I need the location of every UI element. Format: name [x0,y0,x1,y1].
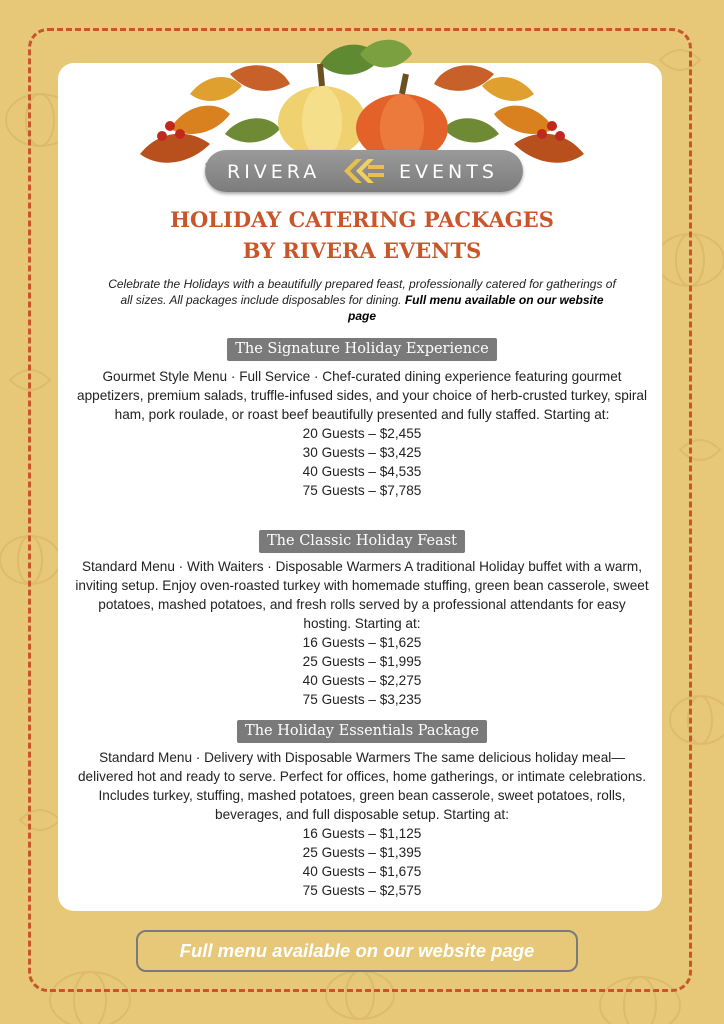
page-title: HOLIDAY CATERING PACKAGES [170,207,554,232]
rivera-events-logo [205,150,523,192]
logo-word-left: RIVERA [227,161,321,183]
package-description: Standard Menu · With Waiters · Disposable Warmers A traditional Holiday buffet with a warm, inviting setup. Enjoy oven-roasted turkey with homemade stuffing, green bean casserole, sweet potatoes, mashed potatoes, and fresh rolls served by a professional attendants for easy hosting. Starting at: [75,559,649,631]
page-subtitle: BY RIVERA EVENTS [242,238,482,263]
price-line: 75 Guests – $2,575 [302,883,422,898]
price-line: 40 Guests – $4,535 [302,464,422,479]
intro-paragraph [108,276,616,324]
price-line: 25 Guests – $1,395 [302,845,422,860]
rivera-events-logo-mark-icon [340,153,388,189]
package-name: The Signature Holiday Experience [227,338,497,361]
intro-menu-link-text: Full menu available on our website page [347,293,604,323]
package-body-essentials [74,748,650,900]
price-line: 40 Guests – $2,275 [302,673,422,688]
package-description: Standard Menu · Delivery with Disposable Warmers The same delicious holiday meal—delivered hot and ready to serve. Perfect for offices, home gatherings, or intimate celebrations. Includes turkey, stuffing, mashed potatoes, green bean casserole, sweet potatoes, rolls, beverages, and full disposable setup. Starting at: [78,750,646,822]
price-line: 25 Guests – $1,995 [302,654,422,669]
price-line: 75 Guests – $7,785 [302,483,422,498]
package-description: Gourmet Style Menu · Full Service · Chef-curated dining experience featuring gourmet appetizers, premium salads, truffle-infused sides, and your choice of herb-crusted turkey, spiral ham, pork roulade, or roast beef beautifully presented and fully staffed. Starting at: [77,369,647,422]
package-body-signature [74,367,650,500]
package-heading-signature [0,338,724,361]
full-menu-button[interactable]: Full menu available on our website page [136,930,578,972]
package-name: The Holiday Essentials Package [237,720,487,743]
package-body-classic [74,557,650,709]
price-line: 40 Guests – $1,675 [302,864,422,879]
price-line: 30 Guests – $3,425 [302,445,422,460]
price-line: 16 Guests – $1,625 [302,635,422,650]
package-heading-classic [0,530,724,553]
package-name: The Classic Holiday Feast [259,530,465,553]
intro-text: Celebrate the Holidays with a beautifully prepared feast, professionally catered for gatherings of all sizes. All packages include disposables for dining. [108,277,616,307]
price-line: 16 Guests – $1,125 [302,826,422,841]
price-line: 75 Guests – $3,235 [302,692,422,707]
logo-word-right: EVENTS [399,161,498,183]
price-line: 20 Guests – $2,455 [302,426,422,441]
package-heading-essentials [0,720,724,743]
